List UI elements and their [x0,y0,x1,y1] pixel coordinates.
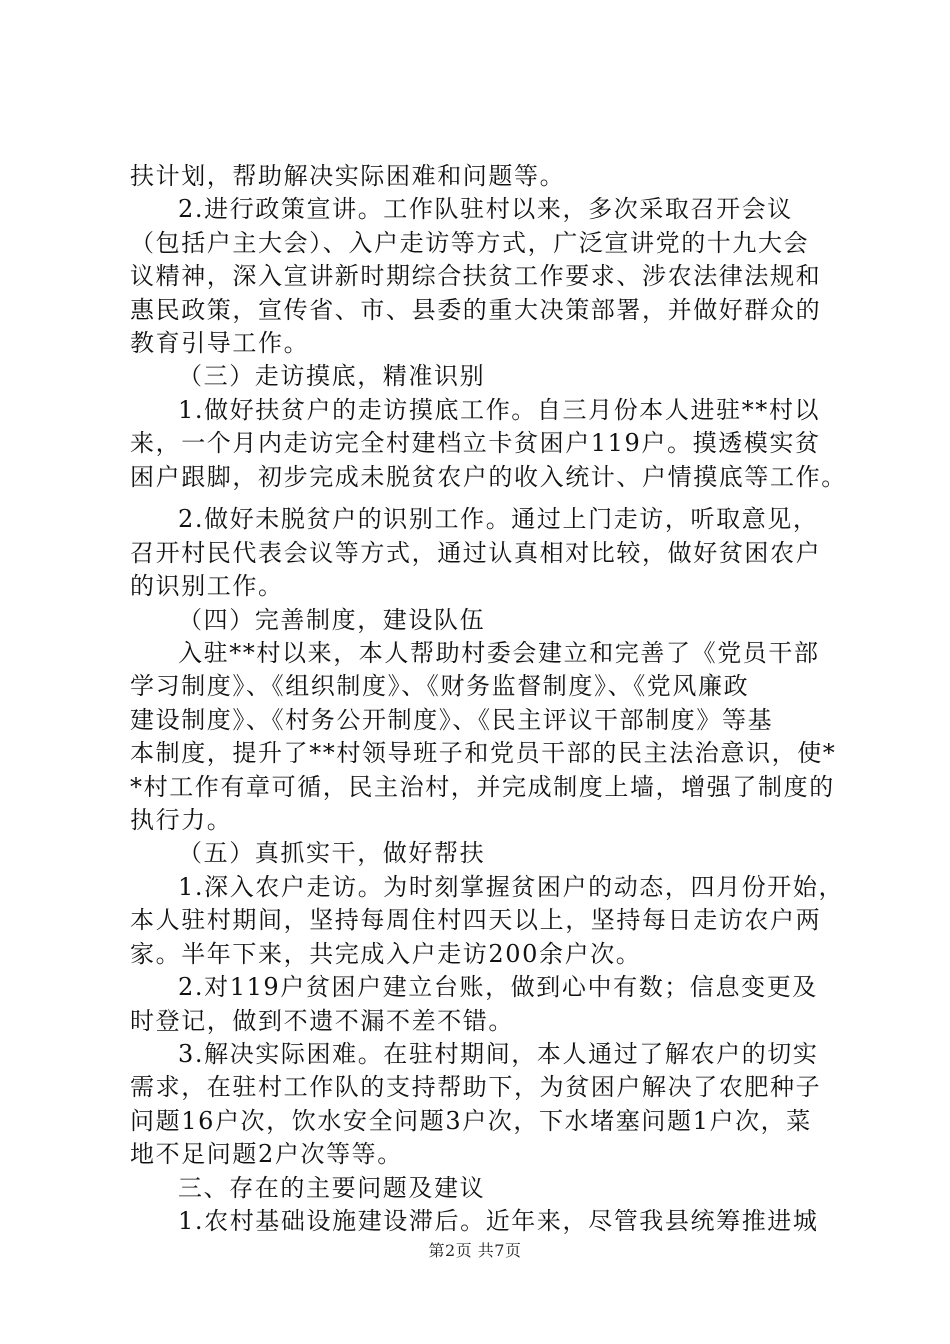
text-line: 来，一个月内走访完全村建档立卡贫困户119户。摸透模实贫 [130,429,821,457]
text-line: 1.做好扶贫户的走访摸底工作。自三月份本人进驻**村以 [178,396,821,424]
text-line: 3.解决实际困难。在驻村期间，本人通过了解农户的切实 [178,1040,819,1068]
text-line: 教育引导工作。 [130,329,310,357]
text-line: *村工作有章可循，民主治村，并完成制度上墙，增强了制度的 [130,773,835,801]
section-heading: （三）走访摸底，精准识别 [178,362,486,390]
text-line: 的识别工作。 [130,572,284,600]
text-line: 入驻**村以来，本人帮助村委会建立和完善了《党员干部 [178,639,820,667]
text-line: 困户跟脚，初步完成未脱贫农户的收入统计、户情摸底等工作。 [130,463,847,491]
text-line: 需求，在驻村工作队的支持帮助下，为贫困户解决了农肥种子 [130,1073,822,1101]
text-line: （包括户主大会）、入户走访等方式，广泛宣讲党的十九大会 [130,229,810,257]
section-heading: （四）完善制度，建设队伍 [178,606,486,634]
text-line: 家。半年下来，共完成入户走访200余户次。 [130,940,642,968]
text-line: 1.农村基础设施建设滞后。近年来，尽管我县统筹推进城 [178,1207,819,1235]
text-line: 问题16户次，饮水安全问题3户次，下水堵塞问题1户次，菜 [130,1107,812,1135]
text-line: 执行力。 [130,806,233,834]
text-line: 扶计划，帮助解决实际困难和问题等。 [130,162,566,190]
text-line: 议精神，深入宣讲新时期综合扶贫工作要求、涉农法律法规和 [130,262,822,290]
text-line: 时登记，做到不遗不漏不差不错。 [130,1007,514,1035]
text-line: 2.做好未脱贫户的识别工作。通过上门走访，听取意见， [178,505,819,533]
page-number-footer: 第2页 共7页 [428,1241,522,1260]
text-line: 1.深入农户走访。为时刻掌握贫困户的动态，四月份开始， [178,873,845,901]
text-line: 惠民政策，宣传省、市、县委的重大决策部署，并做好群众的 [130,296,822,324]
text-line: 地不足问题2户次等等。 [130,1140,403,1168]
text-line: 本人驻村期间，坚持每周住村四天以上，坚持每日走访农户两 [130,906,822,934]
text-line: 本制度，提升了**村领导班子和党员干部的民主法治意识，使* [130,739,837,767]
text-line: 学习制度》、《组织制度》、《财务监督制度》、《党风廉政 [130,672,750,700]
section-heading: 三、存在的主要问题及建议 [178,1174,486,1202]
section-heading: （五）真抓实干，做好帮扶 [178,839,486,867]
text-line: 建设制度》、《村务公开制度》、《民主评议干部制度》等基 [130,706,774,734]
text-line: 召开村民代表会议等方式，通过认真相对比较，做好贫困农户 [130,539,822,567]
text-line: 2.对119户贫困户建立台账，做到心中有数；信息变更及 [178,973,818,1001]
text-line: 2.进行政策宣讲。工作队驻村以来，多次采取召开会议 [178,195,793,223]
